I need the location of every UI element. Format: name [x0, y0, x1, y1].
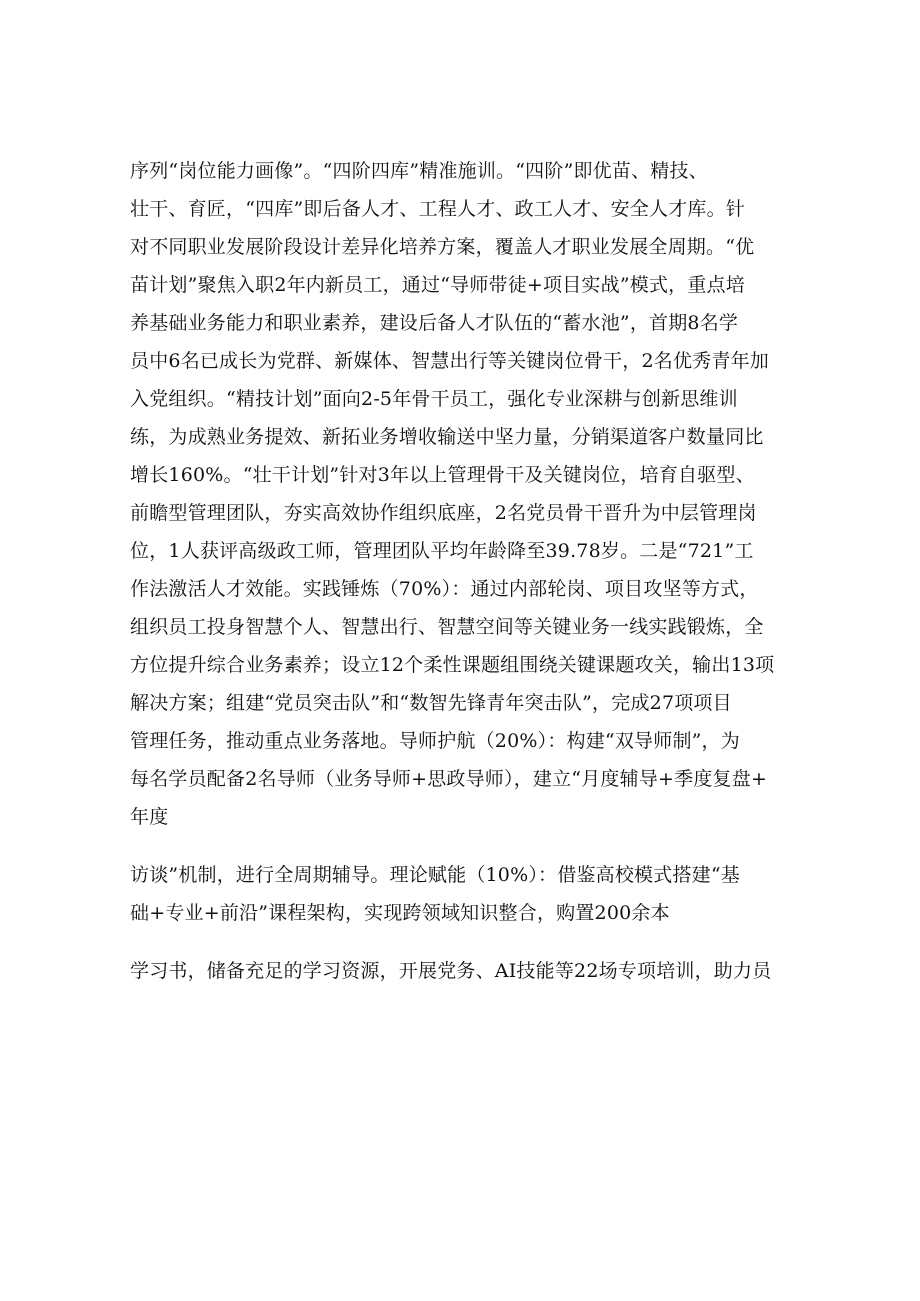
text-line: 前瞻型管理团队，夯实高效协作组织底座，2名党员骨干晋升为中层管理岗: [130, 502, 757, 524]
text-line: 员中6名已成长为党群、新媒体、智慧出行等关键岗位骨干，2名优秀青年加: [130, 350, 769, 372]
text-line: 访谈”机制，进行全周期辅导。理论赋能（10%）：借鉴高校模式搭建“基: [130, 864, 740, 886]
text-line: 作法激活人才效能。实践锤炼（70%）：通过内部轮岗、项目攻坚等方式，: [130, 578, 759, 600]
text-line: 序列“岗位能力画像”。“四阶四库”精准施训。“四阶”即优苗、精技、: [130, 160, 708, 182]
text-line: 管理任务，推动重点业务落地。导师护航（20%）：构建“双导师制”，为: [130, 730, 740, 752]
text-line: 位，1人获评高级政工师，管理团队平均年龄降至39.78岁。二是“721”工: [130, 540, 754, 562]
text-line: 组织员工投身智慧个人、智慧出行、智慧空间等关键业务一线实践锻炼，全: [130, 616, 764, 638]
text-line: 增长160%。“壮干计划”针对3年以上管理骨干及关键岗位，培育自驱型、: [130, 464, 755, 486]
text-line: 解决方案；组建“党员突击队”和“数智先锋青年突击队”，完成27项项目: [130, 692, 732, 714]
text-line: 方位提升综合业务素养；设立12个柔性课题组围绕关键课题攻关，输出13项: [130, 654, 775, 676]
text-line: 入党组织。“精技计划”面向2-5年骨干员工，强化专业深耕与创新思维训: [130, 388, 738, 410]
line-gap: [130, 836, 810, 856]
text-line: 每名学员配备2名导师（业务导师+思政导师），建立“月度辅导+季度复盘+: [130, 768, 768, 790]
text-line: 壮干、育匠，“四库”即后备人才、工程人才、政工人才、安全人才库。针: [130, 198, 746, 220]
text-line: 础+专业+前沿”课程架构，实现跨领域知识整合，购置200余本: [130, 902, 670, 924]
body-text: [130, 152, 810, 990]
line-gap: [130, 932, 810, 952]
text-line: 练，为成熟业务提效、新拓业务增收输送中坚力量，分销渠道客户数量同比: [130, 426, 764, 448]
text-line: 养基础业务能力和职业素养，建设后备人才队伍的“蓄水池”，首期8名学: [130, 312, 739, 334]
text-line: 学习书，储备充足的学习资源，开展党务、AI技能等22场专项培训，助力员: [130, 960, 772, 982]
text-line: 对不同职业发展阶段设计差异化培养方案，覆盖人才职业发展全周期。“优: [130, 236, 755, 258]
text-line: 年度: [130, 806, 169, 828]
text-line: 苗计划”聚焦入职2年内新员工，通过“导师带徒+项目实战”模式，重点培: [130, 274, 745, 296]
